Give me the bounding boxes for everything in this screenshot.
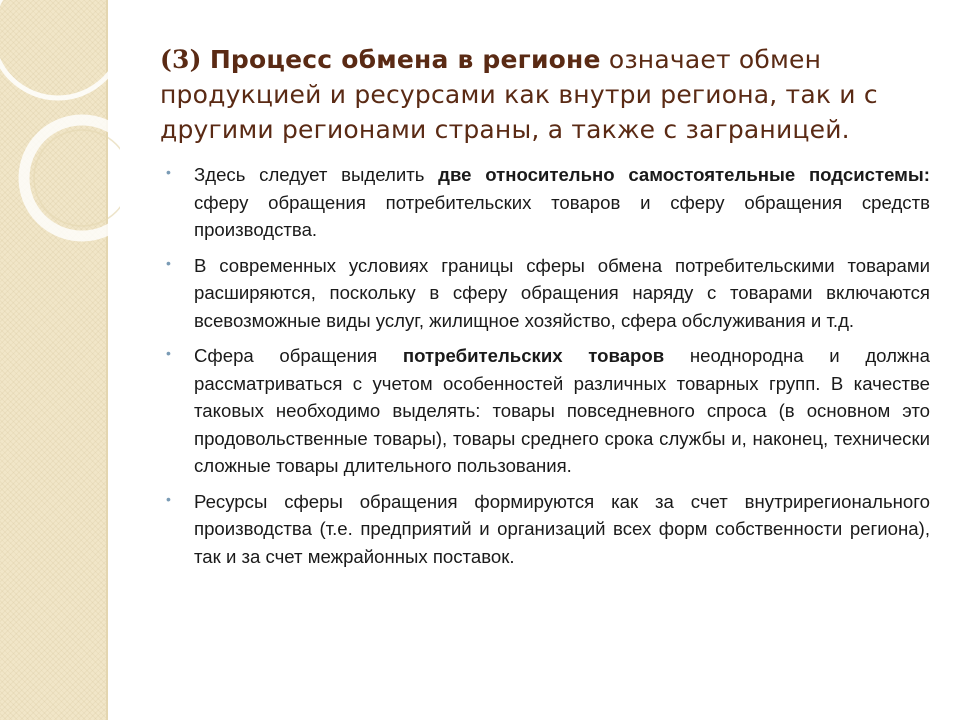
bullet-text: Здесь следует выделить xyxy=(194,164,439,185)
list-item xyxy=(160,161,930,244)
list-item xyxy=(160,252,930,335)
decorative-rings-icon xyxy=(0,0,120,260)
bullet-text: Ресурсы сферы обращения формируются как за счет внутрирегионального производства (т.е. предприятий и организаций всех форм собственности региона), так и за счет межрайонных поставок. xyxy=(194,490,930,567)
slide-title xyxy=(160,42,930,147)
bullet-dot-icon: • xyxy=(166,490,171,507)
list-item xyxy=(160,488,930,571)
bullet-text: Сфера обращения xyxy=(194,345,403,366)
title-bold: Процесс обмена в регионе xyxy=(209,45,601,74)
bullet-bold-text: две относительно самостоятельные подсистемы: xyxy=(438,164,930,185)
bullet-text: В современных условиях границы сферы обмена потребительскими товарами расширяются, поскольку в сферу обращения наряду с товарами включаются всевозможные виды услуг, жилищное хозяйство, сфера обслуживания и т.д. xyxy=(194,254,930,331)
slide-content xyxy=(160,42,930,578)
bullet-text: сферу обращения потребительских товаров и сферу обращения средств производства. xyxy=(194,191,930,240)
bullet-list xyxy=(160,161,930,570)
bullet-bold-text: потребительских товаров xyxy=(402,345,665,366)
bullet-dot-icon: • xyxy=(166,345,171,361)
bullet-dot-icon: • xyxy=(166,254,171,271)
title-rest: означает обмен продукцией и ресурсами как внутри региона, так и с другими регионами страны, а также с заграницей. xyxy=(160,45,878,144)
title-number: (3) xyxy=(160,45,202,74)
list-item xyxy=(160,342,930,480)
bullet-text: неоднородна и должна рассматриваться с учетом особенностей различных товарных групп. В качестве таковых необходимо выделять: товары повседневного спроса (в основном это продовольственные товары), товары среднего срока службы и, наконец, технически сложные товары длительного пользования. xyxy=(194,345,931,476)
bullet-dot-icon: • xyxy=(166,164,171,180)
